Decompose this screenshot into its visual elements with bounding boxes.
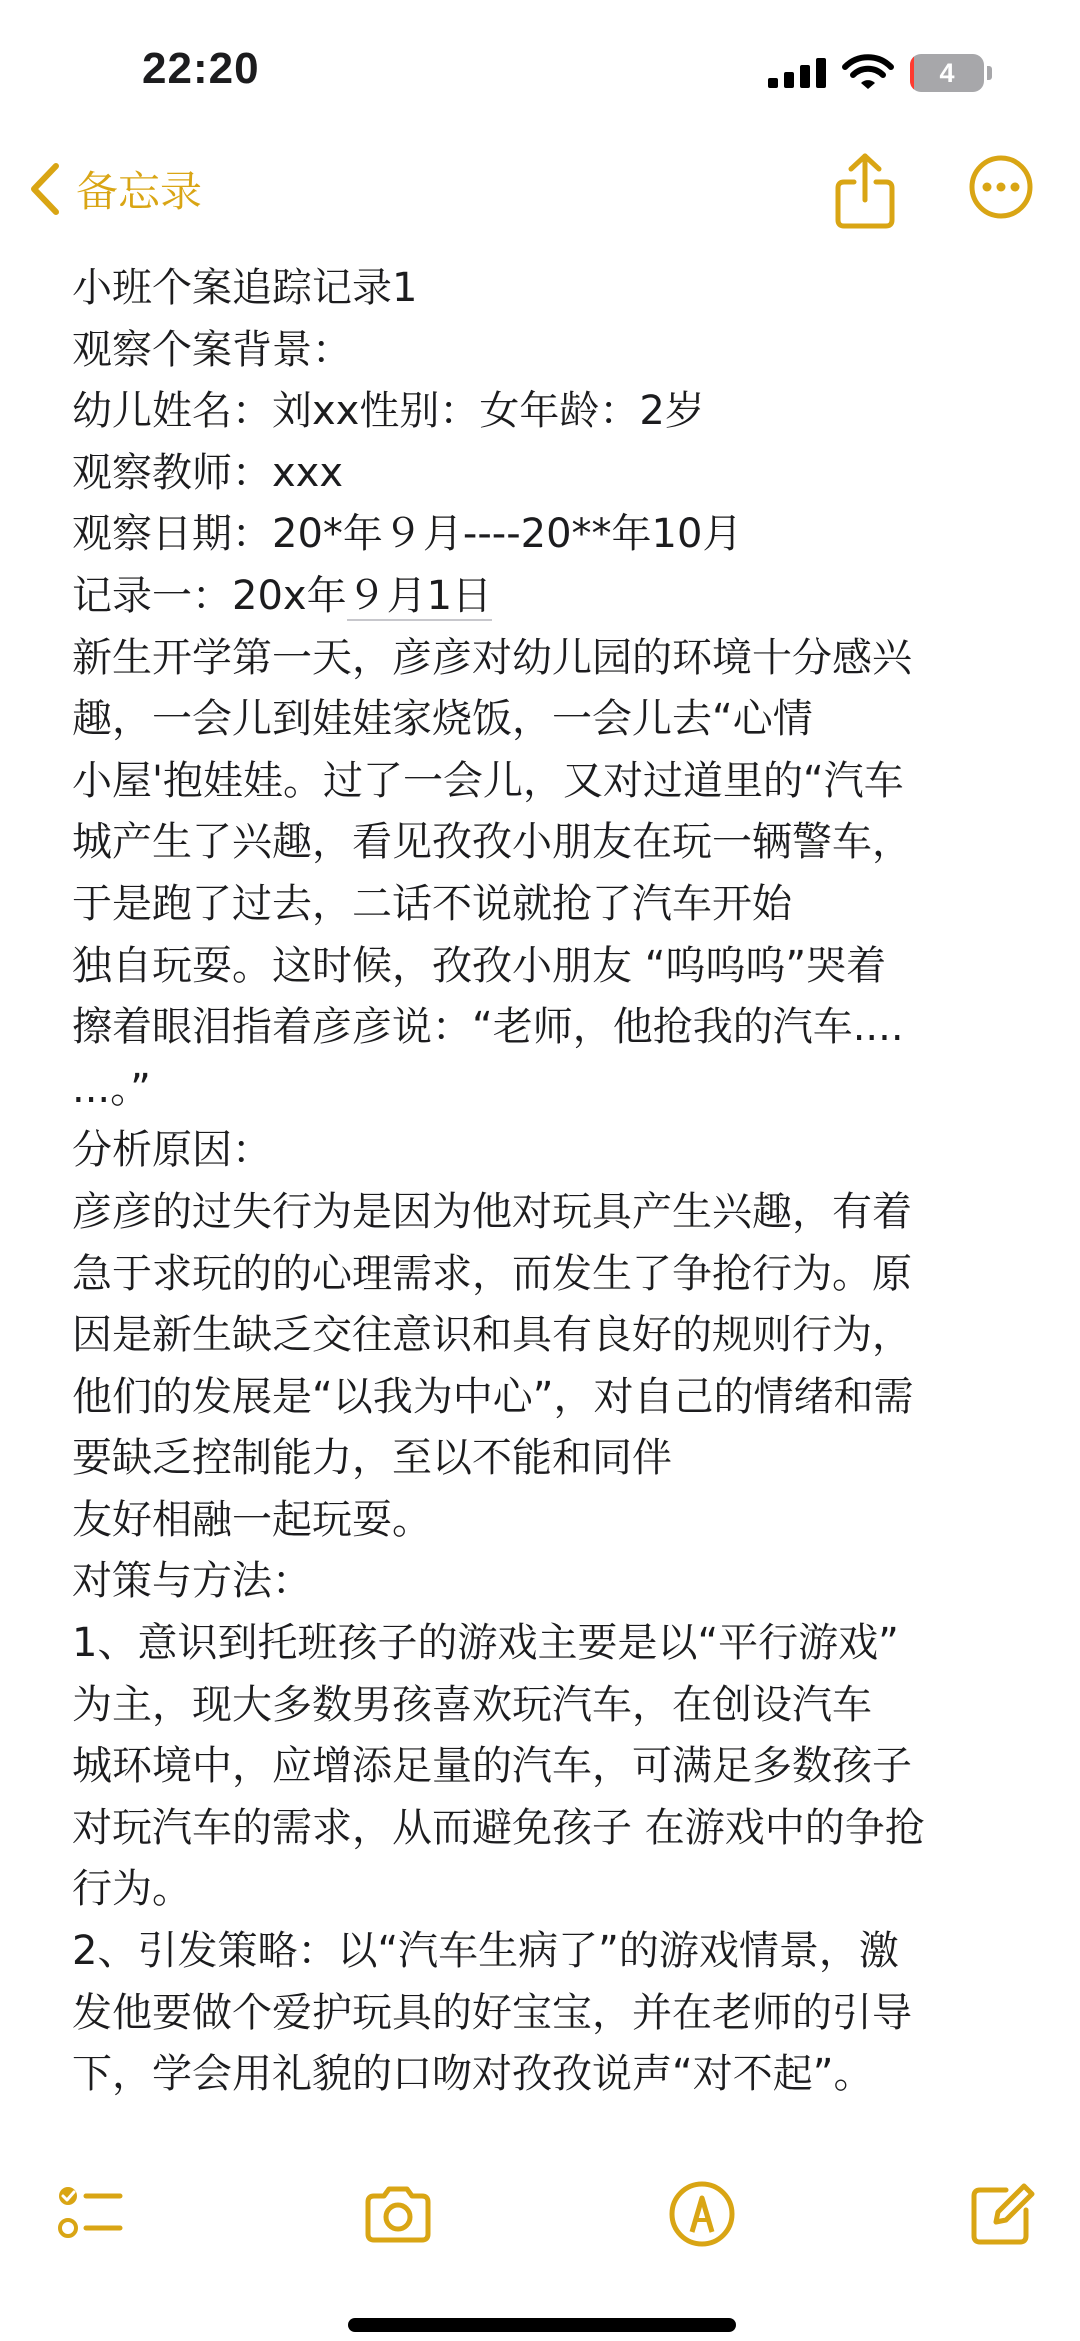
note-line: 于是跑了过去，二话不说就抢了汽车开始 <box>72 880 792 927</box>
note-line: 对玩汽车的需求，从而避免孩子 在游戏中的争抢 <box>72 1804 925 1851</box>
note-line: 彦彦的过失行为是因为他对玩具产生兴趣，有着 <box>72 1188 912 1235</box>
note-line: 为主，现大多数男孩喜欢玩汽车，在创设汽车 <box>72 1681 872 1728</box>
note-line: 小屋'抱娃娃。过了一会儿，又对过道里的“汽车 <box>72 757 904 804</box>
note-line: 幼儿姓名：刘xx性别：女年龄：2岁 <box>72 388 705 435</box>
status-time: 22:20 <box>142 44 260 93</box>
record-date-link[interactable]: ９月1日 <box>346 572 493 619</box>
markup-icon[interactable] <box>666 2178 738 2250</box>
compose-icon[interactable] <box>966 2178 1038 2250</box>
note-line: 对策与方法： <box>72 1558 312 1605</box>
note-line: 观察个案背景： <box>72 326 352 373</box>
home-indicator[interactable] <box>348 2318 736 2332</box>
note-line: 要缺乏控制能力，至以不能和同伴 <box>72 1435 672 1482</box>
note-line: 擦着眼泪指着彦彦说：“老师，他抢我的汽车.... <box>72 1004 904 1051</box>
note-line: 观察日期：20*年９月----20**年10月 <box>72 511 743 558</box>
note-line: 发他要做个爱护玩具的好宝宝，并在老师的引导 <box>72 1989 912 2036</box>
note-line: 趣，一会儿到娃娃家烧饭，一会儿去“心情 <box>72 696 813 743</box>
note-line: 新生开学第一天，彦彦对幼儿园的环境十分感兴 <box>72 634 912 681</box>
note-title: 小班个案追踪记录1 <box>72 265 418 311</box>
more-icon[interactable] <box>968 154 1034 220</box>
chevron-left-icon <box>28 162 62 216</box>
signal-icon <box>768 58 826 88</box>
wifi-icon <box>842 54 894 90</box>
note-line: 他们的发展是“以我为中心”，对自己的情绪和需 <box>72 1373 914 1420</box>
back-button[interactable] <box>28 154 202 224</box>
note-line: 友好相融一起玩耍。 <box>72 1496 432 1543</box>
note-line: 行为。 <box>72 1866 192 1913</box>
note-body[interactable] <box>72 258 1032 2106</box>
note-line: 城产生了兴趣，看见孜孜小朋友在玩一辆警车， <box>72 819 912 866</box>
bottom-toolbar <box>0 2170 1080 2260</box>
checklist-icon[interactable] <box>54 2178 126 2250</box>
note-line: 分析原因： <box>72 1127 272 1174</box>
note-line: 观察教师：xxx <box>72 449 344 496</box>
note-line: 1、意识到托班孩子的游戏主要是以“平行游戏” <box>72 1620 899 1667</box>
battery-level: 4 <box>939 58 955 88</box>
record-label: 记录一：20x年 <box>72 572 347 619</box>
camera-icon[interactable] <box>362 2178 434 2250</box>
battery-body <box>910 54 984 92</box>
share-icon[interactable] <box>830 150 900 230</box>
note-line: ...。” <box>72 1065 151 1112</box>
note-line: 急于求玩的的心理需求，而发生了争抢行为。原 <box>72 1250 912 1297</box>
note-line: 独自玩耍。这时候，孜孜小朋友 “呜呜呜”哭着 <box>72 942 887 989</box>
note-line: 城环境中，应增添足量的汽车，可满足多数孩子 <box>72 1743 912 1790</box>
battery-icon <box>910 54 992 92</box>
note-line: 下，学会用礼貌的口吻对孜孜说声“对不起”。 <box>72 2051 874 2098</box>
battery-tip <box>987 66 992 80</box>
nav-bar <box>0 140 1080 250</box>
back-label: 备忘录 <box>76 167 203 216</box>
note-line-record <box>72 566 1032 628</box>
note-line: 2、引发策略：以“汽车生病了”的游戏情景，激 <box>72 1928 899 1975</box>
status-bar <box>0 0 1080 140</box>
note-line: 因是新生缺乏交往意识和具有良好的规则行为， <box>72 1312 912 1359</box>
